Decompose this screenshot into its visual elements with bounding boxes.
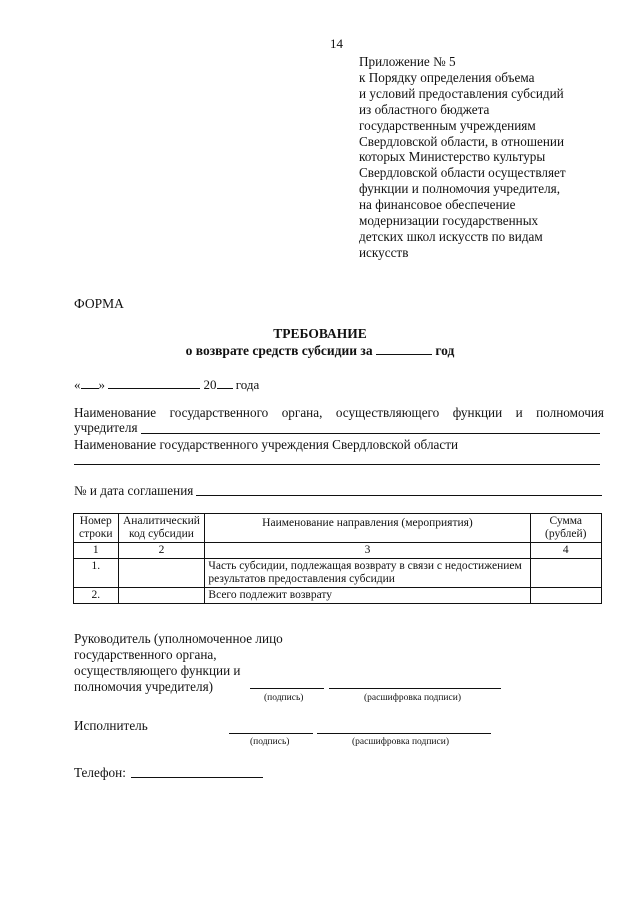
row-sum[interactable] xyxy=(530,559,601,588)
executor-signature-field[interactable] xyxy=(229,733,313,734)
annex-line: на финансовое обеспечение xyxy=(359,197,516,213)
head-signature-label xyxy=(74,631,283,695)
annex-line: Свердловской области осуществляет xyxy=(359,165,566,181)
row-sum[interactable] xyxy=(530,588,601,604)
header-sum: Сумма (рублей) xyxy=(530,514,601,543)
head-decode-field[interactable] xyxy=(329,688,501,689)
column-number: 1 xyxy=(74,543,119,559)
date-line xyxy=(74,377,259,393)
month-blank[interactable] xyxy=(108,377,200,389)
year-short-blank[interactable] xyxy=(217,377,233,389)
close-quote: » xyxy=(98,377,105,392)
row-direction: Часть субсидии, подлежащая возврату в связи с недостижением результатов предоставления субсидии xyxy=(205,559,530,588)
signature-caption: (подпись) xyxy=(264,693,304,703)
agreement-field[interactable] xyxy=(196,495,602,496)
head-label-line: полномочия учредителя) xyxy=(74,679,214,694)
decode-caption: (расшифровка подписи) xyxy=(364,693,461,703)
table-row xyxy=(74,559,602,588)
header-code: Аналитический код субсидии xyxy=(118,514,205,543)
day-blank[interactable] xyxy=(81,377,99,389)
executor-decode-field[interactable] xyxy=(317,733,491,734)
row-code[interactable] xyxy=(118,588,205,604)
annex-line: которых Министерство культуры xyxy=(359,149,546,165)
annex-line: государственным учреждениям xyxy=(359,117,536,133)
phone-label: Телефон: xyxy=(74,765,126,780)
annex-line: Свердловской области, в отношении xyxy=(359,133,565,149)
document-subtitle xyxy=(0,343,640,359)
year-blank[interactable] xyxy=(376,343,432,355)
institution-name-label: Наименование государственного учреждения Свердловской области xyxy=(74,437,459,452)
authority-name-field[interactable] xyxy=(141,433,600,434)
open-quote: « xyxy=(74,377,81,392)
signature-caption: (подпись) xyxy=(250,737,290,747)
requirements-table xyxy=(73,513,602,604)
subtitle-suffix: год xyxy=(435,343,455,358)
row-direction: Всего подлежит возврату xyxy=(205,588,530,604)
row-code[interactable] xyxy=(118,559,205,588)
phone-field[interactable] xyxy=(131,777,263,778)
annex-line: из областного бюджета xyxy=(359,101,490,117)
year-prefix: 20 xyxy=(203,377,217,392)
annex-heading: Приложение № 5 xyxy=(359,54,456,69)
head-label-line: государственного органа, xyxy=(74,647,217,662)
row-number: 1. xyxy=(74,559,119,588)
year-suffix: года xyxy=(235,377,260,392)
column-number: 2 xyxy=(118,543,205,559)
authority-name-label-2: учредителя xyxy=(74,420,138,435)
table-header-row xyxy=(74,514,602,543)
page-number: 14 xyxy=(330,36,343,51)
header-direction: Наименование направления (мероприятия) xyxy=(205,514,530,543)
authority-name-label: Наименование государственного органа, осуществляющего функции и полномочия xyxy=(74,405,604,420)
head-label-line: осуществляющего функции и xyxy=(74,663,241,678)
institution-name-field[interactable] xyxy=(74,464,600,465)
annex-line: и условий предоставления субсидий xyxy=(359,85,564,101)
form-label: ФОРМА xyxy=(74,296,124,311)
decode-caption: (расшифровка подписи) xyxy=(352,737,449,747)
annex-line: искусств xyxy=(359,244,409,260)
document-title: ТРЕБОВАНИЕ xyxy=(273,326,367,341)
annex-line: детских школ искусств по видам xyxy=(359,228,543,244)
annex-block xyxy=(359,54,619,261)
annex-line: функции и полномочия учредителя, xyxy=(359,181,561,197)
annex-line: модернизации государственных xyxy=(359,213,539,229)
executor-label: Исполнитель xyxy=(74,718,148,733)
table-row xyxy=(74,588,602,604)
column-number: 4 xyxy=(530,543,601,559)
subtitle-prefix: о возврате средств субсидии за xyxy=(185,343,373,358)
column-number: 3 xyxy=(205,543,530,559)
head-signature-field[interactable] xyxy=(250,688,324,689)
head-label-line: Руководитель (уполномоченное лицо xyxy=(74,631,283,646)
row-number: 2. xyxy=(74,588,119,604)
annex-line: к Порядку определения объема xyxy=(359,69,535,85)
agreement-label: № и дата соглашения xyxy=(74,483,194,498)
table-number-row xyxy=(74,543,602,559)
header-row-number: Номер строки xyxy=(74,514,119,543)
